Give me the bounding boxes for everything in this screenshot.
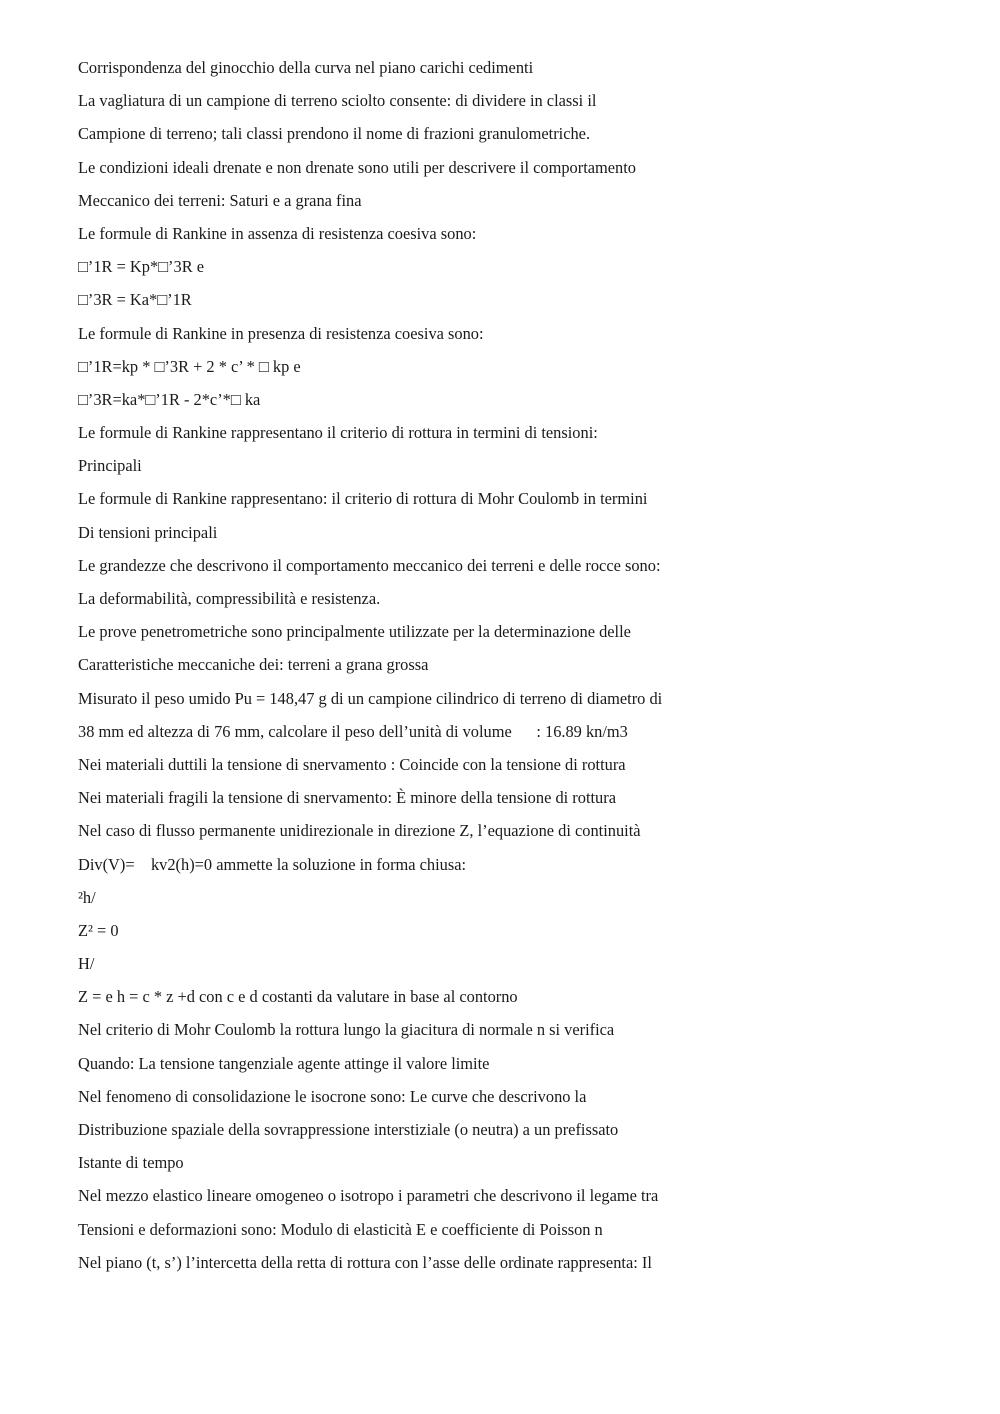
text-line: Misurato il peso umido Pu = 148,47 g di un campione cilindrico di terreno di diametro di <box>78 688 663 708</box>
text-line: Caratteristiche meccaniche dei: terreni a grana grossa <box>78 655 429 675</box>
text-line: Le formule di Rankine rappresentano: il criterio di rottura di Mohr Coulomb in termini <box>78 489 648 509</box>
text-line: Quando: La tensione tangenziale agente attinge il valore limite <box>78 1053 490 1073</box>
formula-line: □’3R=ka*□’1R - 2*c’*□ ka <box>78 389 261 409</box>
text-line: Istante di tempo <box>78 1153 184 1173</box>
text-line: Corrispondenza del ginocchio della curva nel piano carichi cedimenti <box>78 58 534 77</box>
text-line: 38 mm ed altezza di 76 mm, calcolare il peso dell’unità di volume : 16.89 kn/m3 <box>78 721 628 741</box>
text-line: Le formule di Rankine in assenza di resistenza coesiva sono: <box>78 223 477 243</box>
text-line: Campione di terreno; tali classi prendono il nome di frazioni granulometriche. <box>78 124 591 144</box>
text-line: Le formule di Rankine in presenza di resistenza coesiva sono: <box>78 323 484 343</box>
text-line: Le grandezze che descrivono il comportamento meccanico dei terreni e delle rocce sono: <box>78 555 661 575</box>
text-line: Nel criterio di Mohr Coulomb la rottura lungo la giacitura di normale n si verifica <box>78 1020 615 1040</box>
document-text <box>78 56 938 1284</box>
text-line: Nei materiali fragili la tensione di snervamento: È minore della tensione di rottura <box>78 788 616 808</box>
text-line: Le formule di Rankine rappresentano il criterio di rottura in termini di tensioni: <box>78 423 598 443</box>
formula-line: Z² = 0 <box>78 920 119 940</box>
text-line: Di tensioni principali <box>78 522 218 542</box>
text-line: Meccanico dei terreni: Saturi e a grana fina <box>78 190 362 210</box>
text-line: Nei materiali duttili la tensione di snervamento : Coincide con la tensione di rottura <box>78 754 626 774</box>
text-line: Nel mezzo elastico lineare omogeneo o isotropo i parametri che descrivono il legame tra <box>78 1186 659 1206</box>
text-line: Le condizioni ideali drenate e non drenate sono utili per descrivere il comportamento <box>78 157 636 177</box>
formula-line: ²h/ <box>78 887 96 907</box>
formula-line: □’1R = Kp*□’3R e <box>78 257 205 277</box>
text-line: La vagliatura di un campione di terreno sciolto consente: di dividere in classi il <box>78 91 597 111</box>
text-line: Nel piano (t, s’) l’intercetta della retta di rottura con l’asse delle ordinate rappresenta: Il <box>78 1252 652 1272</box>
formula-line: Z = e h = c * z +d con c e d costanti da valutare in base al contorno <box>78 987 518 1007</box>
text-line: Principali <box>78 456 142 476</box>
text-line: Distribuzione spaziale della sovrappressione interstiziale (o neutra) a un prefissato <box>78 1120 619 1139</box>
text-line: Tensioni e deformazioni sono: Modulo di elasticità E e coefficiente di Poisson n <box>78 1219 603 1239</box>
formula-line: □’1R=kp * □’3R + 2 * c’ * □ kp e <box>78 356 301 376</box>
text-line: La deformabilità, compressibilità e resistenza. <box>78 589 381 608</box>
formula-line: H/ <box>78 954 95 974</box>
text-line: Le prove penetrometriche sono principalmente utilizzate per la determinazione delle <box>78 622 631 642</box>
text-line: Nel fenomeno di consolidazione le isocrone sono: Le curve che descrivono la <box>78 1086 587 1106</box>
formula-line: □’3R = Ka*□’1R <box>78 290 192 310</box>
formula-line: Div(V)= kv2(h)=0 ammette la soluzione in forma chiusa: <box>78 854 467 874</box>
text-line: Nel caso di flusso permanente unidirezionale in direzione Z, l’equazione di continuità <box>78 821 641 841</box>
